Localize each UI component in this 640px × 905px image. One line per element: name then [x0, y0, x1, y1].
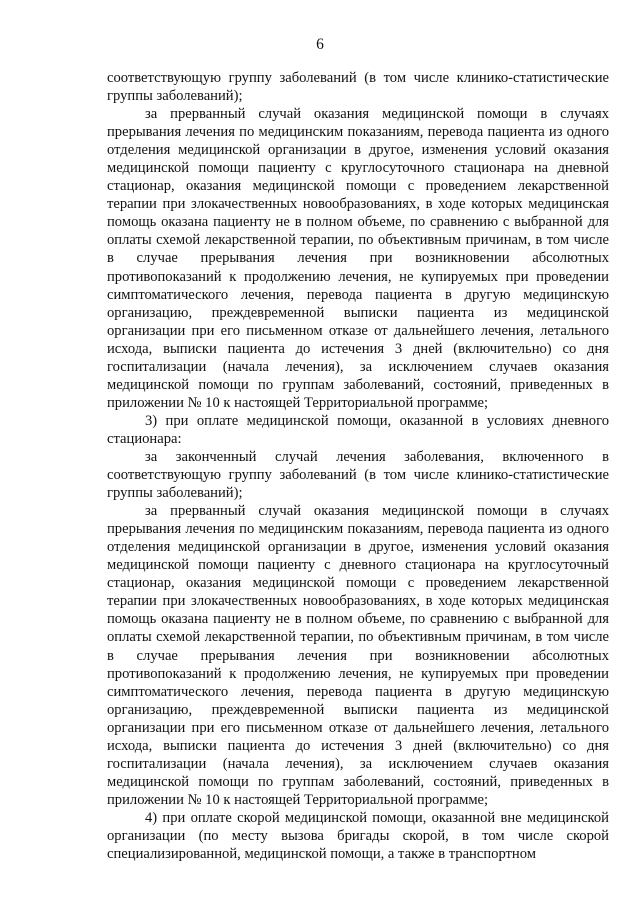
document-body [107, 69, 609, 863]
paragraph-interrupted-case-day: за прерванный случай оказания медицинской помощи в случаях прерывания лечения по медицинским показаниям, перевода пациента из одного отделения медицинской организации в другое, изменения условий оказания медицинской помощи пациенту с дневного стационара на круглосуточный стационар, оказания медицинской помощи с проведением лекарственной терапии при злокачественных новообразованиях, в ходе которых медицинская помощь оказана пациенту не в полном объеме, по сравнению с выбранной для оплаты схемой лекарственной терапии, по объективным причинам, в том числе в случае прерывания лечения при возникновении абсолютных противопоказаний к продолжению лечения, не купируемых при проведении симптоматического лечения, перевода пациента в другую медицинскую организацию, преждевременной выписки пациента из медицинской организации при его письменном отказе от дальнейшего лечения, летального исхода, выписки пациента до истечения 3 дней (включительно) со дня госпитализации (начала лечения), за исключением случаев оказания медицинской помощи по группам заболеваний, состояний, приведенных в приложении № 10 к настоящей Территориальной программе; [107, 503, 609, 808]
paragraph-continuation: соответствующую группу заболеваний (в том числе клинико-статистические группы заболеваний); [107, 70, 609, 105]
paragraph-item-3-day-hospital: 3) при оплате медицинской помощи, оказанной в условиях дневного стационара: [107, 412, 609, 447]
paragraph-item-4-emergency: 4) при оплате скорой медицинской помощи, оказанной вне медицинской организации (по месту вызова бригады скорой, в том числе скорой специализированной, медицинской помощи, а также в транспортном [107, 809, 609, 863]
paragraph-interrupted-case-24h: за прерванный случай оказания медицинской помощи в случаях прерывания лечения по медицинским показаниям, перевода пациента из одного отделения медицинской организации в другое, изменения условий оказания медицинской помощи пациенту с круглосуточного стационара на дневной стационар, оказания медицинской помощи с проведением лекарственной терапии при злокачественных новообразованиях, в ходе которых медицинская помощь оказана пациенту не в полном объеме, по сравнению с выбранной для оплаты схемой лекарственной терапии, по объективным причинам, в том числе в случае прерывания лечения при возникновении абсолютных противопоказаний к продолжению лечения, не купируемых при проведении симптоматического лечения, перевода пациента в другую медицинскую организацию, преждевременной выписки пациента из медицинской организации при его письменном отказе от дальнейшего лечения, летального исхода, выписки пациента до истечения 3 дней (включительно) со дня госпитализации (начала лечения), за исключением случаев оказания медицинской помощи по группам заболеваний, состояний, приведенных в приложении № 10 к настоящей Территориальной программе; [107, 106, 609, 411]
paragraph-completed-case: за законченный случай лечения заболевания, включенного в соответствующую группу заболеваний (в том числе клинико-статистические группы заболеваний); [107, 448, 609, 502]
page-number: 6 [316, 36, 324, 53]
